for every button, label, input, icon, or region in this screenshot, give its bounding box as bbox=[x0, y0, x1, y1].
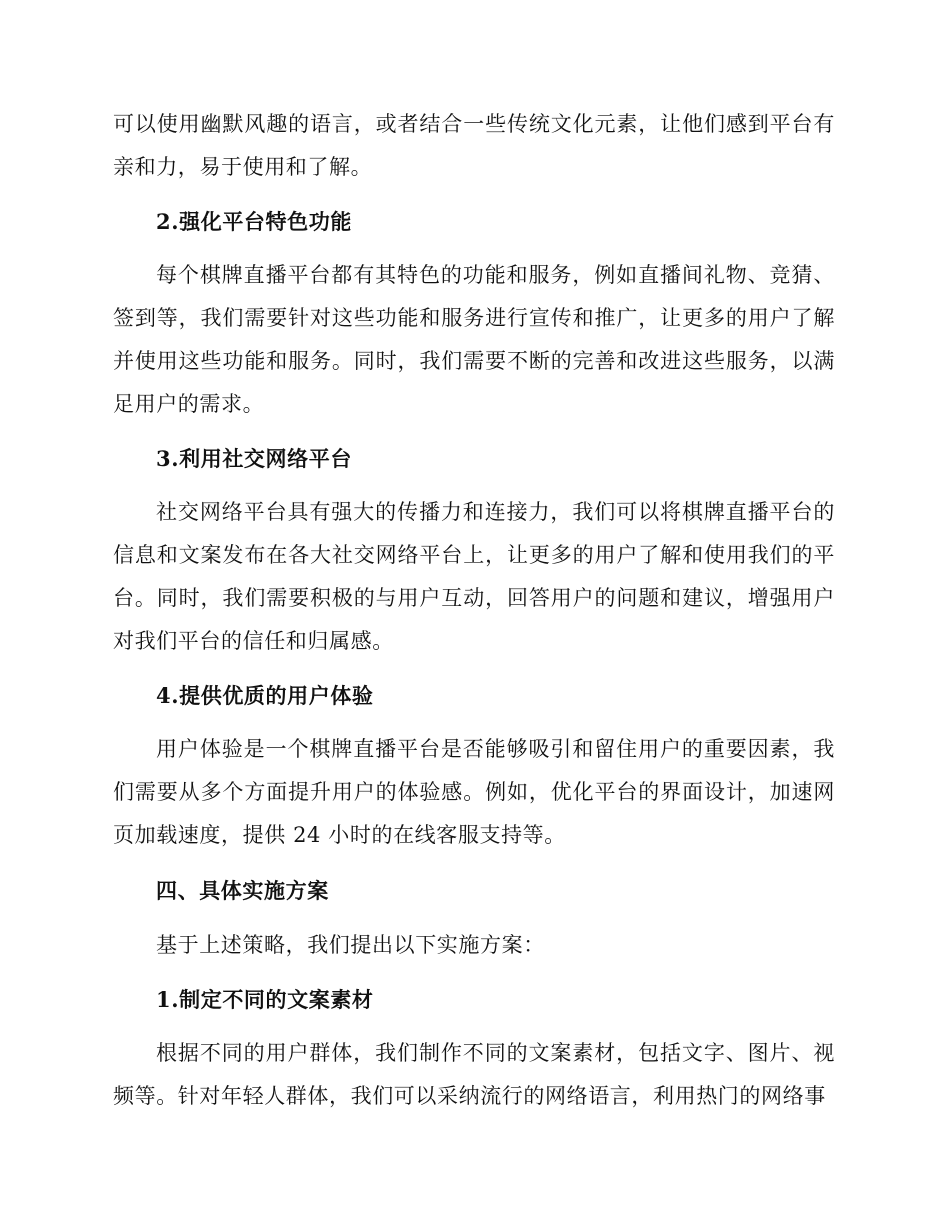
heading-content-materials: 1.制定不同的文案素材 bbox=[156, 987, 374, 1012]
heading-user-experience: 4.提供优质的用户体验 bbox=[156, 683, 374, 708]
paragraph-features: 每个棋牌直播平台都有其特色的功能和服务，例如直播间礼物、竞猜、签到等，我们需要针对这些功能和服务进行宣传和推广，让更多的用户了解并使用这些功能和服务。同时，我们需要不断的完善和改进这些服务，以满足用户的需求。 bbox=[113, 263, 835, 416]
paragraph-content-materials: 根据不同的用户群体，我们制作不同的文案素材，包括文字、图片、视频等。针对年轻人群体，我们可以采纳流行的网络语言，利用热门的网络事 bbox=[113, 1041, 835, 1108]
heading-social-networks: 3.利用社交网络平台 bbox=[156, 446, 352, 471]
paragraph-social-networks: 社交网络平台具有强大的传播力和连接力，我们可以将棋牌直播平台的信息和文案发布在各大社交网络平台上，让更多的用户了解和使用我们的平台。同时，我们需要积极的与用户互动，回答用户的问题和建议，增强用户对我们平台的信任和归属感。 bbox=[113, 500, 835, 653]
heading-implementation-plan: 四、具体实施方案 bbox=[156, 878, 329, 903]
paragraph-plan-intro: 基于上述策略，我们提出以下实施方案： bbox=[156, 933, 545, 957]
paragraph-continuation: 可以使用幽默风趣的语言，或者结合一些传统文化元素，让他们感到平台有亲和力，易于使用和了解。 bbox=[113, 112, 835, 179]
document-page bbox=[113, 103, 835, 1118]
heading-strengthen-features: 2.强化平台特色功能 bbox=[156, 209, 352, 234]
paragraph-user-experience: 用户体验是一个棋牌直播平台是否能够吸引和留住用户的重要因素，我们需要从多个方面提升用户的体验感。例如，优化平台的界面设计，加速网页加载速度，提供 24 小时的在线客服支持等。 bbox=[113, 737, 835, 847]
